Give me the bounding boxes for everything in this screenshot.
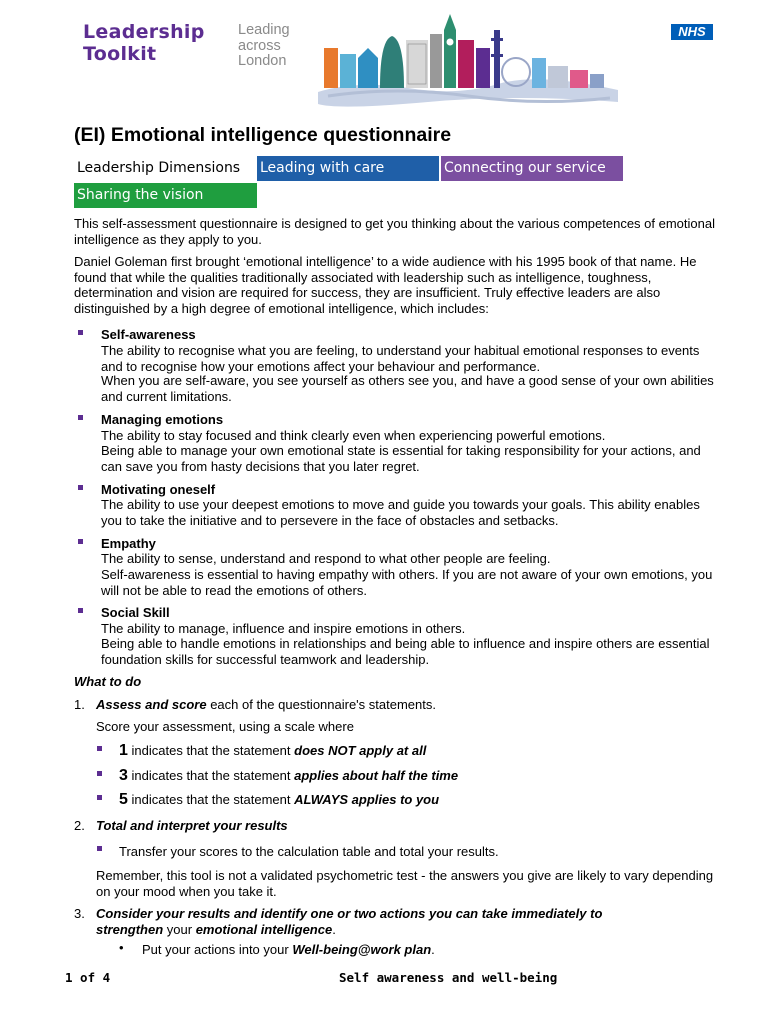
- step-number: 2.: [74, 818, 85, 833]
- score-meaning: ALWAYS applies to you: [294, 792, 440, 807]
- score-value: 1: [119, 742, 128, 759]
- footer-section-title: Self awareness and well-being: [339, 970, 558, 985]
- step-2-note: Remember, this tool is not a validated psychometric test - the answers you give are likely to vary depending on your mood when you take it.: [96, 868, 714, 899]
- score-text: indicates that the statement: [127, 768, 295, 783]
- competence-title: Empathy: [101, 536, 156, 551]
- step-number: 1.: [74, 697, 85, 712]
- step-3-title: Consider your results and identify one or two actions you can take immediately to strengthen: [96, 906, 603, 937]
- step-3-bullet: [142, 942, 435, 957]
- square-bullet-icon: [78, 608, 83, 613]
- nhs-logo: NHS: [671, 24, 713, 40]
- competence-text: The ability to recognise what you are feeling, to understand your habitual emotional responses to events and to recognise how your emotions affect your behaviour and performance.: [101, 343, 700, 374]
- dimension-connecting-our-service: Connecting our service: [441, 156, 623, 181]
- dimension-sharing-the-vision: Sharing the vision: [74, 183, 257, 208]
- competence-text: Being able to manage your own emotional state is essential for taking responsibility for your actions, and can save you from hasty decisions that you later regret.: [101, 443, 701, 474]
- step-1-rest: each of the questionnaire's statements.: [206, 697, 436, 712]
- score-text: indicates that the statement: [127, 743, 295, 758]
- square-bullet-icon: [78, 485, 83, 490]
- score-text: indicates that the statement: [127, 792, 295, 807]
- square-bullet-icon: [97, 771, 102, 776]
- competence-text: The ability to sense, understand and respond to what other people are feeling.: [101, 551, 551, 566]
- lal-line1: Leading: [238, 22, 290, 38]
- competence-text: Being able to handle emotions in relationships and being able to influence and inspire others are essential foundation skills for successful teamwork and leadership.: [101, 636, 710, 667]
- step-number: 3.: [74, 906, 85, 921]
- competence-text: The ability to manage, influence and inspire emotions in others.: [101, 621, 466, 636]
- step-1-title: Assess and score: [96, 697, 207, 712]
- dimensions-label: Leadership Dimensions: [77, 160, 241, 176]
- score-item: [119, 767, 458, 785]
- step-3-bullet-end: .: [431, 942, 435, 957]
- score-item: [119, 791, 439, 809]
- step-3-bullet-pre: Put your actions into your: [142, 942, 293, 957]
- score-value: 5: [119, 791, 128, 808]
- competence-text: Self-awareness is essential to having empathy with others. If you are not aware of your own emotions, you will not be able to read the emotions of others.: [101, 567, 713, 598]
- step-3-text: [96, 906, 666, 937]
- square-bullet-icon: [78, 539, 83, 544]
- intro-paragraph-2: Daniel Goleman first brought ‘emotional intelligence’ to a wide audience with his 1995 book of that name. He found that while the qualities traditionally associated with leadership such as intelligence, toughness, determination and vision are required for success, they are insufficient. Truly effective leaders are also distinguished by a high degree of emotional intelligence, which includes:: [74, 254, 697, 316]
- competence-title: Self-awareness: [101, 327, 196, 342]
- step-3-end: .: [332, 921, 336, 937]
- brand-line2: Toolkit: [83, 43, 157, 65]
- step-2-title: Total and interpret your results: [96, 818, 288, 833]
- intro-paragraph-1: This self-assessment questionnaire is designed to get you thinking about the various competences of emotional intelligence as they apply to you.: [74, 216, 715, 247]
- score-item: [119, 742, 426, 760]
- step-1-subtext: Score your assessment, using a scale where: [96, 719, 354, 734]
- lal-line2: across: [238, 37, 281, 54]
- what-to-do-heading: What to do: [74, 674, 142, 689]
- round-bullet-icon: •: [119, 940, 124, 955]
- competence-title: Managing emotions: [101, 412, 224, 427]
- square-bullet-icon: [97, 846, 102, 851]
- competence-title: Motivating oneself: [101, 482, 216, 497]
- step-2-bullet: Transfer your scores to the calculation table and total your results.: [119, 844, 499, 859]
- score-meaning: applies about half the time: [294, 768, 459, 783]
- square-bullet-icon: [97, 746, 102, 751]
- london-skyline-illustration: [318, 10, 618, 110]
- lal-line3: London: [238, 53, 287, 69]
- square-bullet-icon: [78, 415, 83, 420]
- step-3-emphasis: emotional intelligence: [195, 921, 333, 937]
- competence-title: Social Skill: [101, 605, 170, 620]
- square-bullet-icon: [78, 330, 83, 335]
- dimension-leading-with-care: Leading with care: [257, 156, 439, 181]
- brand-line1: Leadership: [83, 21, 205, 43]
- competence-text: When you are self-aware, you see yourself as others see you, and have a good sense of your own abilities and current limitations.: [101, 373, 714, 404]
- square-bullet-icon: [97, 795, 102, 800]
- competence-text: The ability to use your deepest emotions to move and guide you towards your goals. This ability enables you to take the initiative and to persevere in the face of obstacles and setbacks.: [101, 497, 700, 528]
- leading-across-london-logo: [238, 23, 290, 70]
- competence-text: The ability to stay focused and think clearly even when experiencing powerful emotions.: [101, 428, 606, 443]
- page-title: (EI) Emotional intelligence questionnaire: [74, 124, 452, 146]
- brand-title: [83, 21, 205, 65]
- wellbeing-plan-label: Well-being@work plan: [292, 942, 432, 957]
- step-1-text: [96, 697, 726, 713]
- score-value: 3: [119, 767, 128, 784]
- step-3-mid: your: [163, 921, 196, 937]
- page-number: 1 of 4: [65, 970, 111, 985]
- score-meaning: does NOT apply at all: [294, 743, 427, 758]
